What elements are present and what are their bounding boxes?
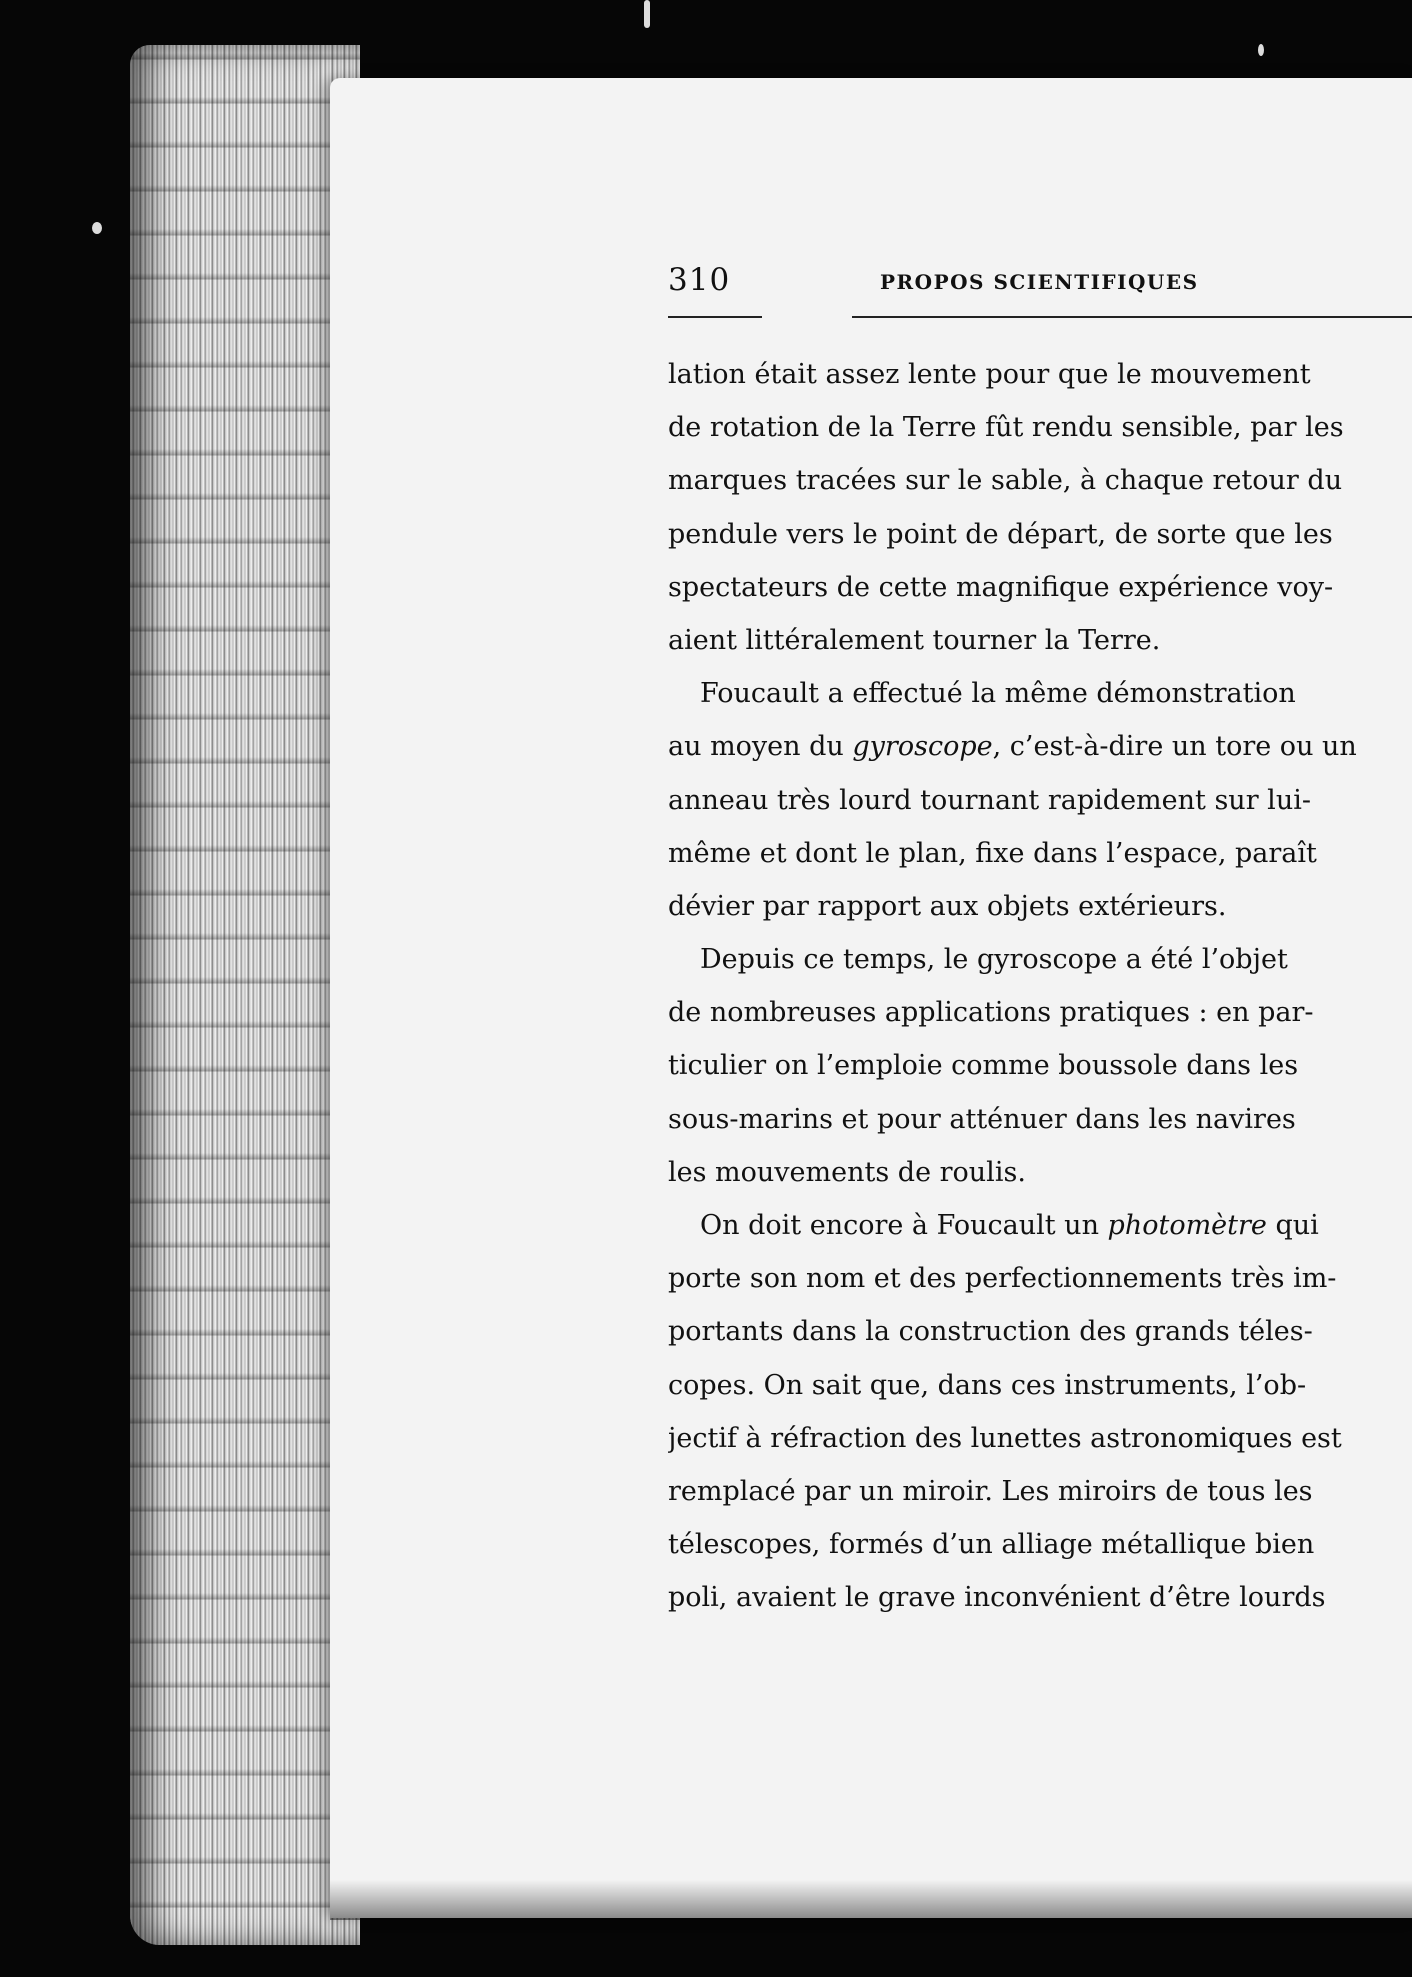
dust-speck: [92, 222, 102, 234]
text-line: porte son nom et des perfectionnements très im-: [668, 1263, 1337, 1295]
text-line: poli, avaient le grave inconvénient d’être lourds: [668, 1582, 1326, 1614]
running-head: PROPOS SCIENTIFIQUES: [880, 270, 1199, 294]
text-line: lation était assez lente pour que le mouvement: [668, 359, 1311, 390]
page-header: [668, 262, 1412, 322]
text-line: de rotation de la Terre fût rendu sensible, par les: [668, 412, 1344, 444]
text-line: [668, 720, 1412, 773]
text-segment: qui: [1266, 1210, 1319, 1241]
header-rule-right: [852, 316, 1412, 318]
header-rule-left: [668, 316, 762, 318]
text-line: Foucault a effectué la même démonstration: [700, 678, 1296, 710]
page-bottom-shadow: [330, 1880, 1412, 1920]
text-line: les mouvements de roulis.: [668, 1156, 1026, 1188]
text-line: jectif à réfraction des lunettes astronomiques est: [668, 1422, 1342, 1454]
text-line: ticulier on l’emploie comme boussole dans les: [668, 1050, 1299, 1082]
body-text: [668, 348, 1412, 1625]
text-segment: On doit encore à Foucault un: [700, 1210, 1108, 1241]
text-line: Depuis ce temps, le gyroscope a été l’objet: [700, 944, 1288, 976]
text-line: portants dans la construction des grands téles-: [668, 1316, 1313, 1348]
dust-speck: [644, 0, 650, 28]
text-line: anneau très lourd tournant rapidement sur lui-: [668, 784, 1311, 816]
text-line: télescopes, formés d’un alliage métallique bien: [668, 1529, 1315, 1561]
text-line: copes. On sait que, dans ces instruments, l’ob-: [668, 1369, 1307, 1401]
text-line: marques tracées sur le sable, à chaque retour du: [668, 465, 1343, 497]
text-line: dévier par rapport aux objets extérieurs.: [668, 890, 1227, 922]
dust-speck: [1258, 44, 1264, 56]
book-page-edges: [130, 45, 360, 1945]
text-line: remplacé par un miroir. Les miroirs de tous les: [668, 1475, 1313, 1507]
text-segment: au moyen du: [668, 731, 853, 763]
text-line: sous-marins et pour atténuer dans les navires: [668, 1103, 1296, 1135]
text-line: aient littéralement tourner la Terre.: [668, 624, 1161, 656]
page-number: 310: [668, 262, 731, 298]
text-line: [668, 1199, 1412, 1252]
text-line: même et dont le plan, fixe dans l’espace, paraît: [668, 837, 1317, 869]
text-line: pendule vers le point de départ, de sorte que les: [668, 518, 1333, 550]
text-segment: , c’est-à-dire un tore ou un: [992, 731, 1357, 763]
text-line: de nombreuses applications pratiques : en par-: [668, 997, 1314, 1029]
italic-term: gyroscope: [852, 731, 993, 763]
text-line: spectateurs de cette magnifique expérience voy-: [668, 571, 1334, 603]
italic-term: photomètre: [1107, 1210, 1267, 1241]
